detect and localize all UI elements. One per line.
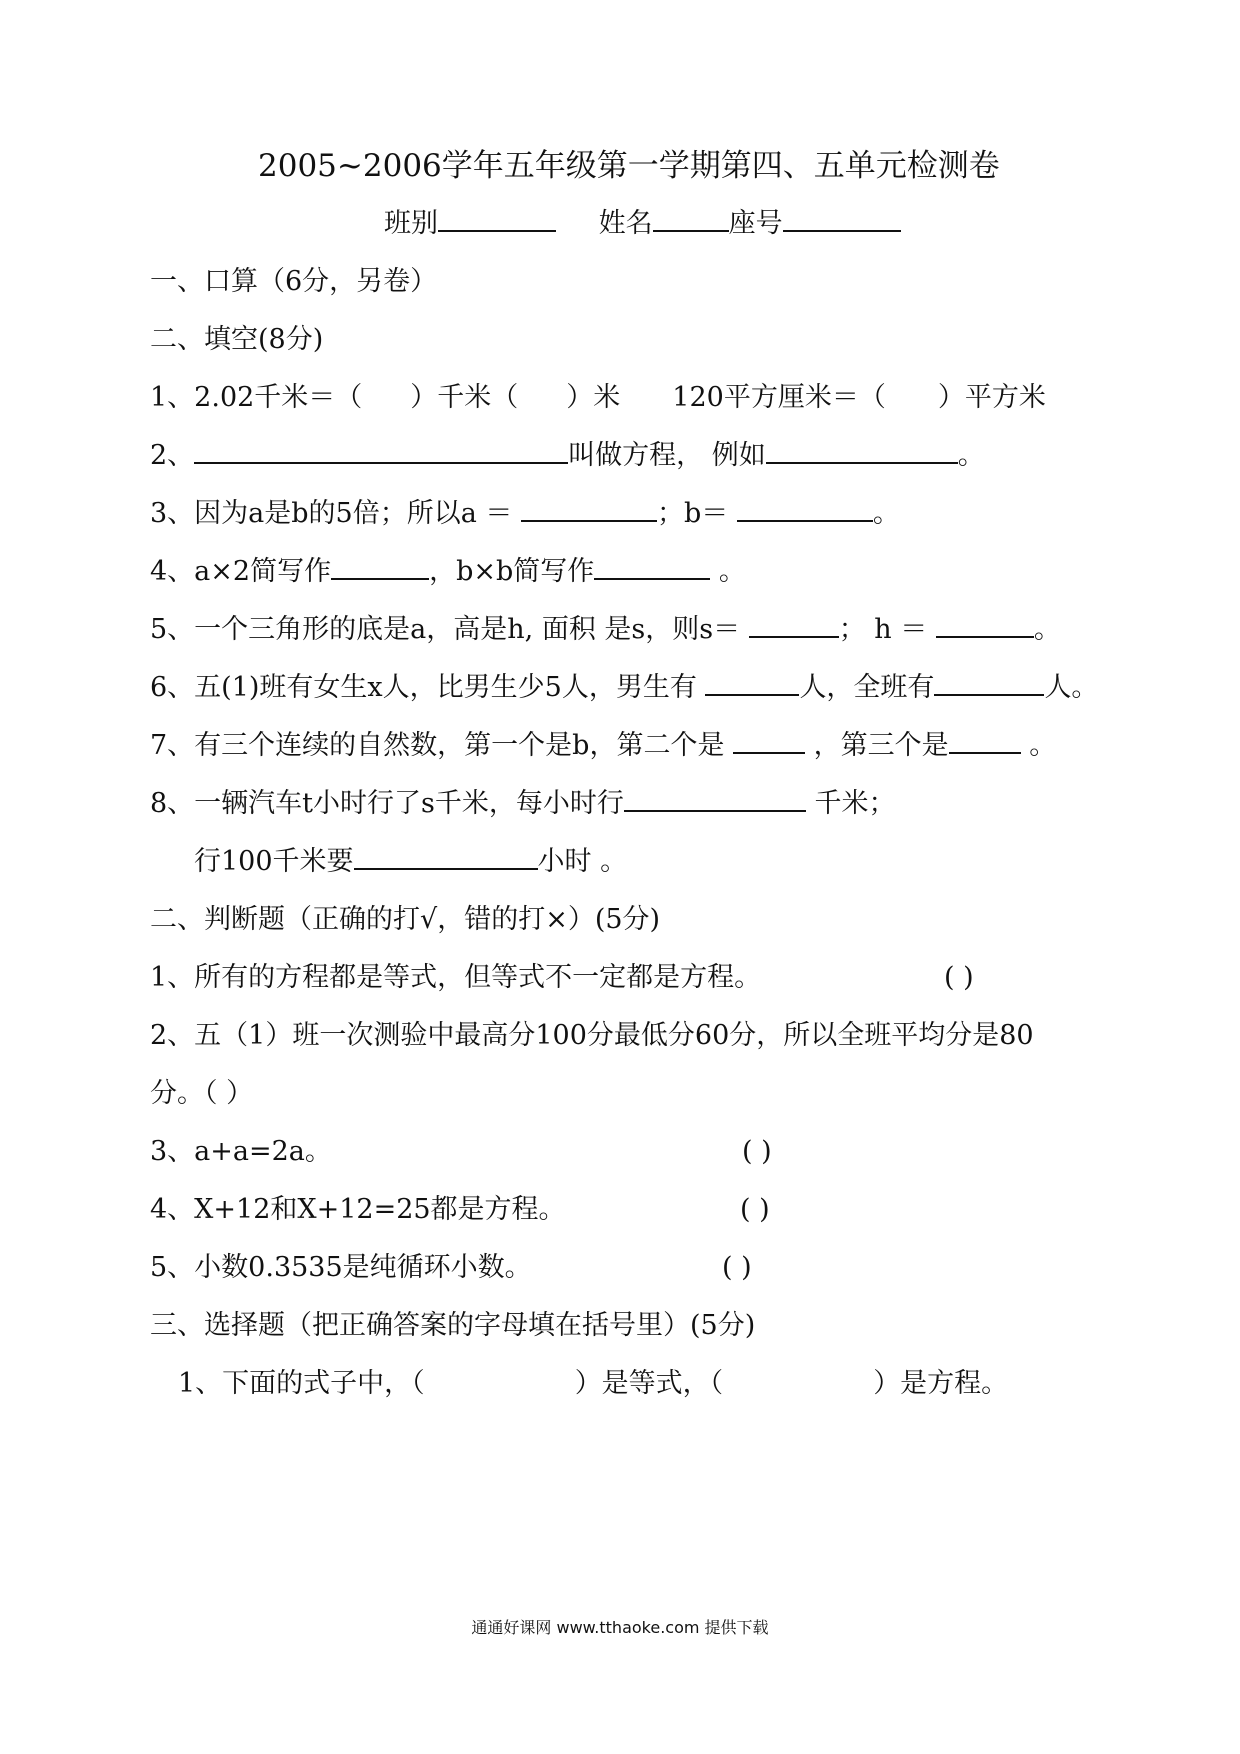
fill-q6-blank-2[interactable] <box>934 670 1044 696</box>
fill-q5-text-a: 5、一个三角形的底是a，高是h, 面积 是s，则s＝ <box>150 614 741 645</box>
fill-q3-text-c: 。 <box>872 498 900 529</box>
fill-question-4 <box>150 552 746 592</box>
fill-q7-text-a: 7、有三个连续的自然数，第一个是b，第二个是 <box>150 730 725 761</box>
name-label: 姓名 <box>598 208 653 239</box>
judge-answer-3[interactable]: ( ) <box>742 1136 772 1167</box>
fill-q8-text-a: 8、一辆汽车t小时行了s千米，每小时行 <box>150 788 624 819</box>
judge-question-2-cont: 分。（ ） <box>150 1078 254 1109</box>
fill-q4-text-c: 。 <box>718 556 746 587</box>
section-heading-choice: 三、选择题（把正确答案的字母填在括号里）(5分) <box>150 1310 756 1341</box>
fill-q6-text-b: 人，全班有 <box>799 672 935 703</box>
fill-q6-text-c: 人。 <box>1044 672 1099 703</box>
fill-q3-blank-1[interactable] <box>521 496 657 522</box>
fill-q5-blank-1[interactable] <box>749 612 839 638</box>
choice-q1-text-c: ）是方程。 <box>873 1368 1009 1399</box>
seat-blank[interactable] <box>783 206 901 232</box>
fill-q7-text-b: ，第三个是 <box>813 730 949 761</box>
fill-q1-text-c: ）米 <box>566 382 621 413</box>
fill-q2-text-a: 2、 <box>150 440 195 471</box>
student-info-row <box>384 204 901 244</box>
judge-question-4: 4、X+12和X+12=25都是方程。 <box>150 1194 566 1225</box>
fill-question-8-cont <box>194 842 627 882</box>
fill-q4-text-a: 4、a×2简写作 <box>150 556 332 587</box>
fill-q2-text-b: 叫做方程， 例如 <box>568 440 766 471</box>
choice-q1-text-b: ）是等式，（ <box>574 1368 724 1399</box>
section-heading-oral: 一、口算（6分，另卷） <box>150 266 438 297</box>
fill-q1-text-b: ）千米（ <box>410 382 519 413</box>
fill-q4-blank-2[interactable] <box>594 554 710 580</box>
fill-q5-blank-2[interactable] <box>936 612 1034 638</box>
fill-q3-text-a: 3、因为a是b的5倍；所以a ＝ <box>150 498 513 529</box>
fill-q3-text-b: ；b＝ <box>657 498 729 529</box>
fill-question-8 <box>150 784 895 824</box>
fill-question-5 <box>150 610 1061 650</box>
fill-q1-text-e: ）平方米 <box>937 382 1046 413</box>
fill-q2-blank-1[interactable] <box>194 438 568 464</box>
choice-q1-text-a: 1、下面的式子中，（ <box>178 1368 425 1399</box>
fill-q6-text-a: 6、五(1)班有女生x人，比男生少5人，男生有 <box>150 672 697 703</box>
fill-q8-blank-1[interactable] <box>624 786 806 812</box>
fill-q8-text-c: 行100千米要 <box>194 846 354 877</box>
fill-q4-text-b: ，b×b简写作 <box>429 556 595 587</box>
fill-q5-text-b: ； h ＝ <box>838 614 928 645</box>
fill-q8-text-b: 千米； <box>814 788 896 819</box>
page-footer: 通通好课网 www.tthaoke.com 提供下载 <box>471 1618 769 1637</box>
fill-q2-text-c: 。 <box>957 440 985 471</box>
fill-question-6 <box>150 668 1098 708</box>
judge-question-5: 5、小数0.3535是纯循环小数。 <box>150 1252 532 1283</box>
section-heading-judge: 二、判断题（正确的打√，错的打×）(5分) <box>150 904 661 935</box>
fill-question-7 <box>150 726 1056 766</box>
fill-q1-text-a: 1、2.02千米＝（ <box>150 382 363 413</box>
judge-answer-4[interactable]: ( ) <box>740 1194 770 1225</box>
name-blank[interactable] <box>653 206 729 232</box>
fill-q3-blank-2[interactable] <box>737 496 873 522</box>
class-label: 班别 <box>384 208 438 239</box>
fill-question-2 <box>150 436 985 476</box>
fill-q6-blank-1[interactable] <box>705 670 799 696</box>
judge-question-1: 1、所有的方程都是等式，但等式不一定都是方程。 <box>150 962 762 993</box>
fill-q2-blank-2[interactable] <box>766 438 958 464</box>
fill-q7-blank-2[interactable] <box>949 728 1021 754</box>
fill-q8-text-d: 小时 。 <box>537 846 628 877</box>
fill-q7-blank-1[interactable] <box>733 728 805 754</box>
fill-q5-text-c: 。 <box>1033 614 1061 645</box>
judge-question-3: 3、a+a=2a。 <box>150 1136 332 1167</box>
class-blank[interactable] <box>438 206 556 232</box>
fill-q4-blank-1[interactable] <box>331 554 429 580</box>
fill-q1-text-d: 120平方厘米＝（ <box>672 382 886 413</box>
choice-question-1 <box>178 1364 1008 1404</box>
page-title: 2005~2006学年五年级第一学期第四、五单元检测卷 <box>258 148 1000 184</box>
judge-answer-5[interactable]: ( ) <box>722 1252 752 1283</box>
judge-question-2: 2、五（1）班一次测验中最高分100分最低分60分，所以全班平均分是80 <box>150 1020 1034 1051</box>
judge-answer-1[interactable]: ( ) <box>944 962 974 993</box>
fill-question-3 <box>150 494 900 534</box>
fill-q7-text-c: 。 <box>1029 730 1057 761</box>
seat-label: 座号 <box>728 208 783 239</box>
fill-q8-blank-2[interactable] <box>354 844 538 870</box>
section-heading-fill: 二、填空(8分) <box>150 324 324 355</box>
fill-question-1 <box>150 378 1046 418</box>
